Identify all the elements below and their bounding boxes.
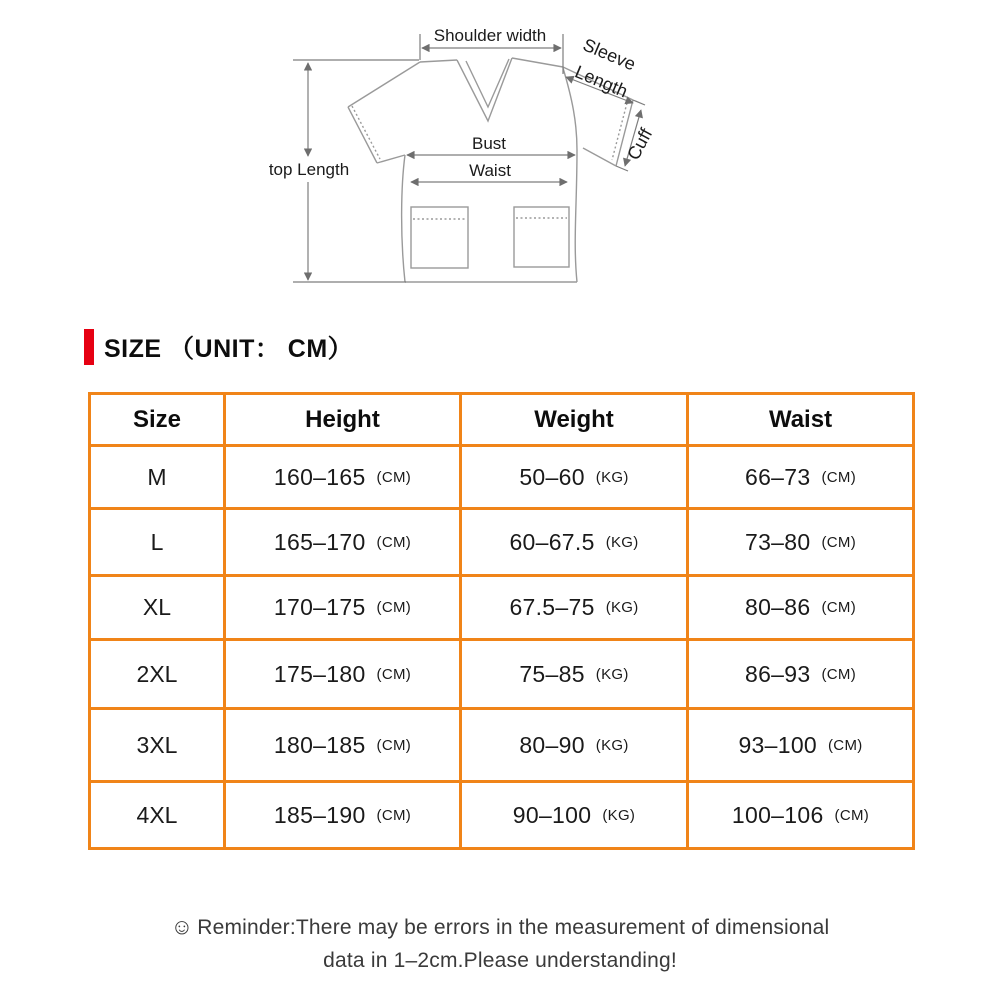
section-title-text: SIZE （UNIT： CM）: [104, 335, 354, 363]
weight-unit: (KG): [595, 665, 629, 683]
size-value: 3XL: [90, 709, 225, 782]
waist-value: 100–106: [731, 801, 824, 828]
cuff-label: Cuff: [623, 125, 657, 164]
weight-unit: (KG): [595, 468, 629, 486]
table-row: [90, 709, 914, 782]
weight-value: 50–60: [519, 463, 585, 490]
waist-value: 80–86: [745, 594, 811, 620]
height-value: 180–185: [273, 731, 366, 758]
weight-unit: (KG): [605, 599, 639, 616]
sleeve-length-label-line1: Sleeve: [580, 34, 639, 75]
height-unit: (CM): [376, 468, 412, 486]
height-unit: (CM): [376, 599, 412, 616]
table-row: [90, 446, 914, 509]
reminder-line1-text: Reminder:There may be errors in the measurement of dimensional: [197, 916, 830, 939]
waist-label: Waist: [469, 161, 511, 180]
waist-unit: (CM): [821, 533, 856, 551]
weight-value: 60–67.5: [509, 528, 595, 555]
waist-value: 73–80: [745, 528, 811, 555]
height-value: 165–170: [273, 528, 366, 555]
sleeve-length-label-line2: Length: [572, 61, 631, 102]
size-value: L: [90, 509, 225, 576]
reminder-note: [0, 910, 1000, 977]
right-pocket: [514, 207, 569, 267]
table-row: [90, 640, 914, 709]
size-value: 2XL: [90, 640, 225, 709]
header-waist: Waist: [688, 394, 914, 446]
reminder-line1: [0, 910, 1000, 944]
weight-value: 90–100: [512, 801, 592, 828]
table-header-row: [90, 394, 914, 446]
red-accent-bar: [84, 329, 94, 365]
size-table: [88, 392, 915, 850]
waist-unit: (CM): [821, 665, 856, 683]
top-length-label: top Length: [268, 160, 350, 179]
height-value: 185–190: [273, 801, 366, 828]
height-value: 160–165: [273, 463, 366, 490]
height-unit: (CM): [376, 533, 412, 551]
size-value: 4XL: [90, 782, 225, 849]
weight-unit: (KG): [605, 533, 639, 551]
waist-unit: (CM): [828, 736, 863, 754]
waist-value: 93–100: [738, 731, 818, 758]
header-height: Height: [225, 394, 461, 446]
weight-unit: (KG): [602, 806, 636, 824]
table-row: [90, 509, 914, 576]
size-value: XL: [90, 576, 225, 640]
height-unit: (CM): [376, 806, 412, 824]
table-row: [90, 576, 914, 640]
bust-label: Bust: [471, 134, 507, 153]
height-unit: (CM): [376, 665, 412, 683]
height-value: 175–180: [273, 660, 366, 687]
height-value: 170–175: [273, 594, 366, 620]
waist-unit: (CM): [821, 599, 856, 616]
waist-unit: (CM): [821, 468, 856, 486]
header-weight: Weight: [461, 394, 688, 446]
table-row: [90, 782, 914, 849]
height-unit: (CM): [376, 736, 412, 754]
weight-value: 67.5–75: [509, 594, 595, 620]
weight-unit: (KG): [595, 736, 629, 754]
left-pocket: [411, 207, 468, 268]
waist-value: 66–73: [745, 463, 811, 490]
section-title: [84, 329, 353, 365]
weight-value: 75–85: [519, 660, 585, 687]
weight-value: 80–90: [519, 731, 585, 758]
waist-unit: (CM): [834, 806, 870, 824]
garment-measurement-diagram: [0, 0, 1000, 310]
smiley-icon: ☺: [170, 914, 194, 939]
waist-value: 86–93: [745, 660, 811, 687]
size-value: M: [90, 446, 225, 509]
header-size: Size: [90, 394, 225, 446]
reminder-line2: data in 1–2cm.Please understanding!: [323, 949, 677, 972]
shoulder-width-label: Shoulder width: [433, 26, 547, 45]
